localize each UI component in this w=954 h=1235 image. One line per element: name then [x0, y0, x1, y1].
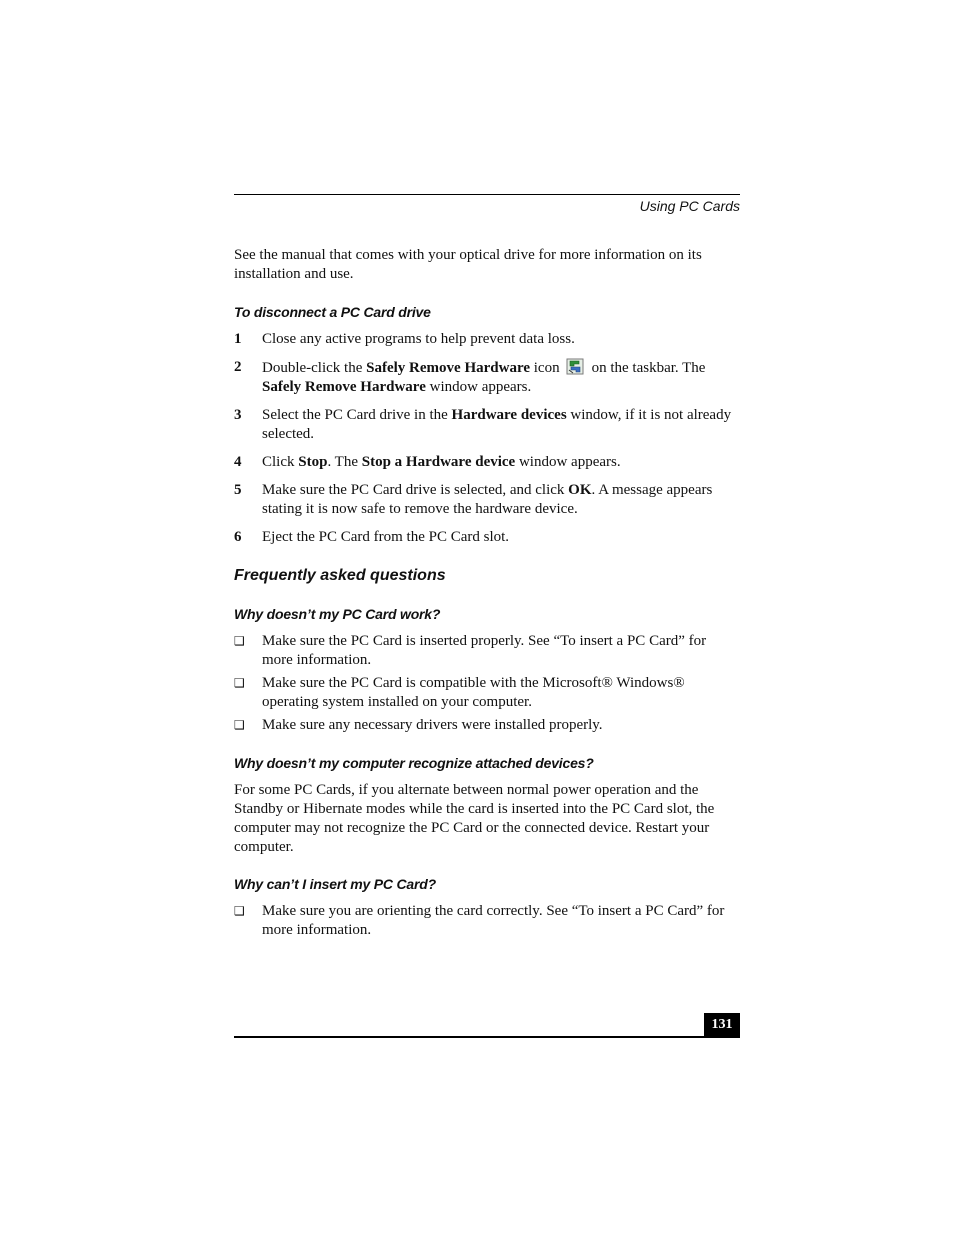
checkbox-bullet-icon: ❑ [234, 634, 245, 648]
step-text-part: Make sure the PC Card drive is selected, and click [262, 482, 569, 498]
running-header: Using PC Cards [639, 198, 740, 214]
step-text-part: window, if it is not already selected. [262, 407, 732, 442]
step-text: Close any active programs to help prevent data loss. [262, 331, 575, 347]
faq-question-heading: Why doesn’t my PC Card work? [234, 606, 441, 622]
step-text-part: on the taskbar. The [591, 360, 706, 376]
bullet-item [234, 632, 740, 670]
step-number: 2 [234, 359, 242, 375]
step-item [234, 406, 740, 444]
step-number: 5 [234, 482, 242, 498]
faq-question-heading: Why doesn’t my computer recognize attached devices? [234, 755, 594, 771]
faq-question-heading: Why can’t I insert my PC Card? [234, 876, 436, 892]
bullet-item [234, 902, 740, 940]
manual-page [234, 0, 740, 1235]
ui-term: Stop a Hardware device [361, 454, 516, 470]
bullet-item [234, 716, 740, 735]
step-text-part: . A message appears stating it is now safe to remove the hardware device. [262, 482, 713, 517]
step-text [262, 406, 740, 444]
step-number: 1 [234, 331, 242, 347]
checkbox-bullet-icon: ❑ [234, 904, 245, 918]
step-text-part: icon [530, 360, 560, 376]
step-text-part: . The [327, 454, 362, 470]
step-text [262, 481, 740, 519]
faq-answer-paragraph: For some PC Cards, if you alternate between normal power operation and the Standby or Hibernate modes while the card is inserted into the PC Card slot, the computer may not recognize the PC Card or the connected device. Restart your computer. [234, 782, 715, 855]
intro-paragraph: See the manual that comes with your optical drive for more information on its installation and use. [234, 247, 702, 282]
footer-rule [234, 1036, 740, 1038]
ui-term: Hardware devices [451, 407, 567, 423]
bullet-text: Make sure you are orienting the card correctly. See “To insert a PC Card” for more information. [262, 903, 725, 938]
step-text-part: Select the PC Card drive in the [262, 407, 452, 423]
disconnect-steps [234, 330, 740, 547]
bullet-text: Make sure the PC Card is compatible with the Microsoft® Windows® operating system installed on your computer. [262, 675, 685, 710]
ui-term: Stop [298, 454, 328, 470]
step-text-part: Double-click the [262, 360, 367, 376]
step-text-part: Click [262, 454, 299, 470]
step-item [234, 358, 740, 397]
step-text [262, 358, 740, 397]
page-number: 131 [704, 1013, 740, 1038]
step-item [234, 481, 740, 519]
safely-remove-hardware-icon [566, 358, 584, 375]
step-text-part: window appears. [515, 454, 621, 470]
step-text [262, 453, 740, 472]
checkbox-bullet-icon: ❑ [234, 718, 245, 732]
step-number: 4 [234, 454, 242, 470]
ui-term: Safely Remove Hardware [366, 360, 530, 376]
step-text-part: window appears. [425, 379, 532, 395]
checkbox-bullet-icon: ❑ [234, 676, 245, 690]
step-item [234, 453, 740, 472]
step-number: 3 [234, 407, 242, 423]
ui-term: Safely Remove Hardware [262, 379, 426, 395]
bullet-text: Make sure any necessary drivers were installed properly. [262, 717, 603, 733]
faq-answer-list [234, 902, 740, 940]
bullet-item [234, 674, 740, 712]
step-item [234, 528, 740, 547]
faq-answer-list [234, 632, 740, 735]
faq-section-title: Frequently asked questions [234, 567, 446, 584]
ui-term: OK [568, 482, 592, 498]
disconnect-heading: To disconnect a PC Card drive [234, 304, 431, 320]
step-text: Eject the PC Card from the PC Card slot. [262, 529, 510, 545]
header-rule [234, 194, 740, 195]
step-item [234, 330, 740, 349]
step-number: 6 [234, 529, 242, 545]
page-content [234, 246, 740, 940]
bullet-text: Make sure the PC Card is inserted properly. See “To insert a PC Card” for more information. [262, 633, 707, 668]
